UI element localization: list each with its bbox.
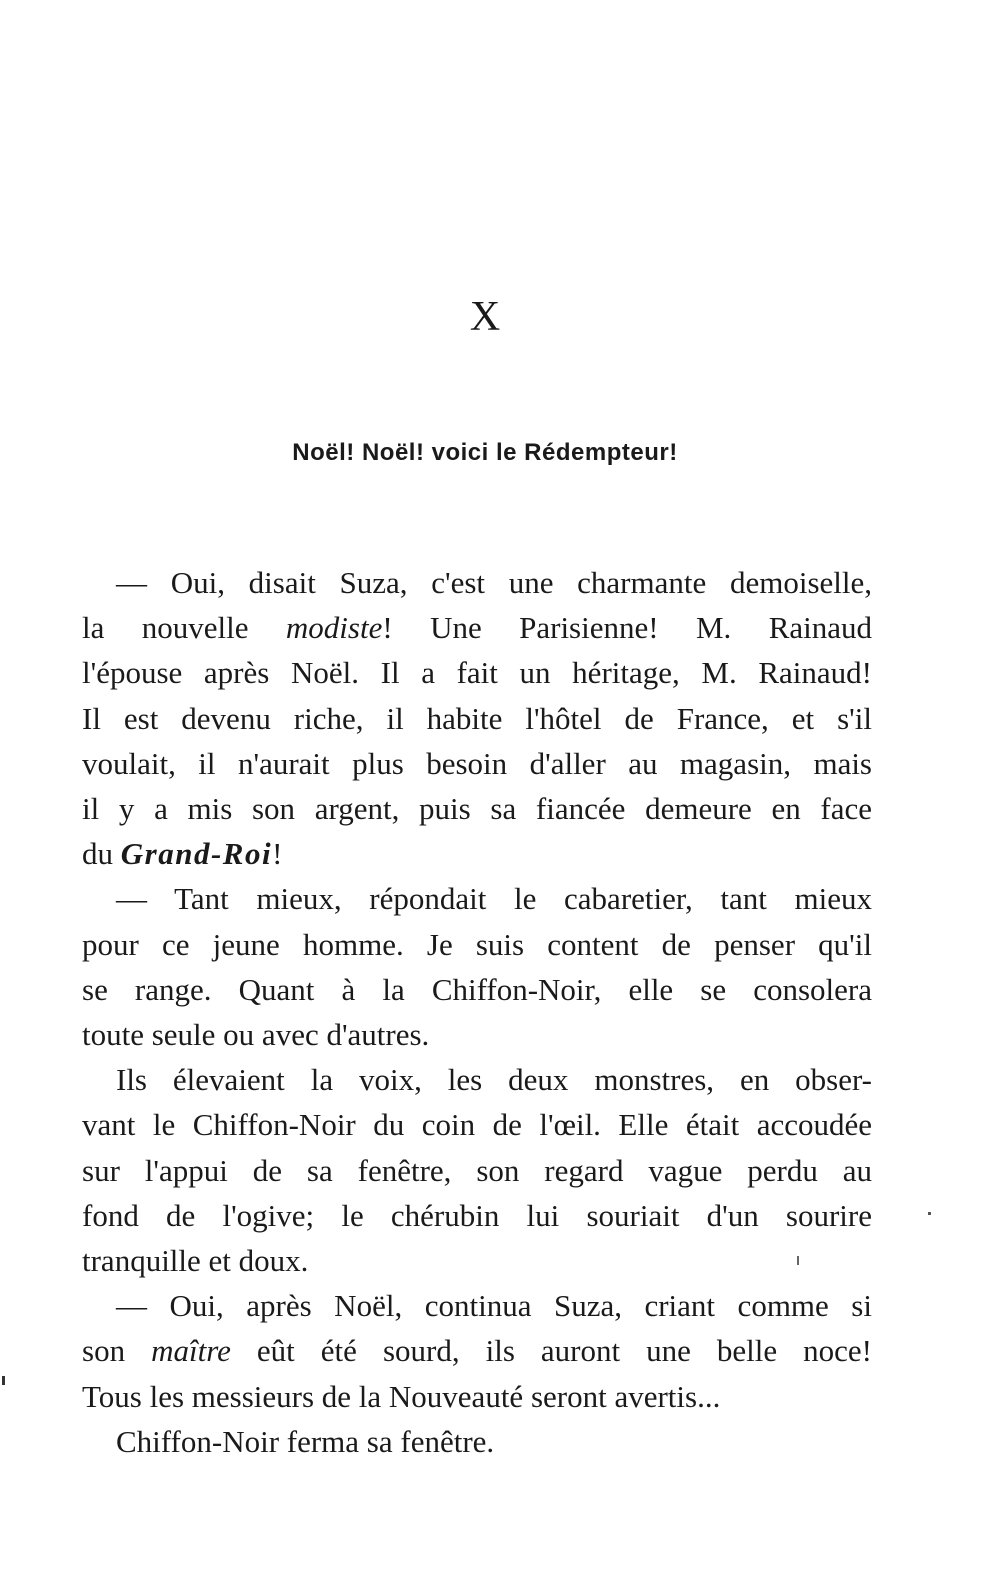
print-speck — [797, 1256, 799, 1265]
text-line: Chiffon-Noir ferma sa fenêtre. — [116, 1423, 495, 1459]
text-line: sur l'appui de sa fenêtre, son regard vague perdu au — [82, 1152, 872, 1188]
text-line: Il est devenu riche, il habite l'hôtel de France, et s'il — [82, 700, 872, 736]
paragraph-2 — [82, 876, 872, 1057]
margin-mark — [2, 1376, 5, 1385]
chapter-title: Noël! Noël! voici le Rédempteur! — [292, 439, 678, 466]
text-line: toute seule ou avec d'autres. — [82, 1017, 430, 1053]
text-line: du Grand-Roi! — [82, 836, 283, 872]
paragraph-3 — [82, 1057, 872, 1283]
chapter-number: X — [469, 294, 501, 340]
text-line: se range. Quant à la Chiffon-Noir, elle se consolera — [82, 971, 872, 1007]
print-speck — [928, 1212, 931, 1215]
text-line: Tous les messieurs de la Nouveauté seront avertis... — [82, 1378, 721, 1414]
italic-emphasis: maître — [151, 1333, 231, 1369]
text-line: — Tant mieux, répondait le cabaretier, tant mieux — [116, 881, 872, 917]
text-line: — Oui, après Noël, continua Suza, criant comme si — [116, 1288, 872, 1324]
text-line: il y a mis son argent, puis sa fiancée demeure en face — [82, 791, 872, 827]
text-line: pour ce jeune homme. Je suis content de penser qu'il — [82, 926, 872, 962]
paragraph-1 — [82, 560, 872, 876]
text-line: — Oui, disait Suza, c'est une charmante demoiselle, — [116, 565, 872, 600]
text-line: l'épouse après Noël. Il a fait un héritage, M. Rainaud! — [82, 655, 872, 691]
text-line: son maître eût été sourd, ils auront une belle noce! — [82, 1333, 872, 1369]
paragraph-5 — [82, 1419, 872, 1464]
italic-emphasis: Grand-Roi — [120, 836, 273, 872]
text-line: Ils élevaient la voix, les deux monstres, en obser- — [116, 1062, 872, 1098]
chapter-body — [82, 560, 872, 1464]
text-line: la nouvelle modiste! Une Parisienne! M. Rainaud — [82, 610, 872, 646]
italic-emphasis: modiste — [285, 610, 383, 646]
text-line: vant le Chiffon-Noir du coin de l'œil. Elle était accoudée — [82, 1107, 872, 1143]
paragraph-4 — [82, 1283, 872, 1419]
text-line: fond de l'ogive; le chérubin lui souriait d'un sourire — [82, 1197, 872, 1233]
text-line: voulait, il n'aurait plus besoin d'aller au magasin, mais — [82, 745, 872, 781]
text-line: tranquille et doux. — [82, 1243, 309, 1279]
